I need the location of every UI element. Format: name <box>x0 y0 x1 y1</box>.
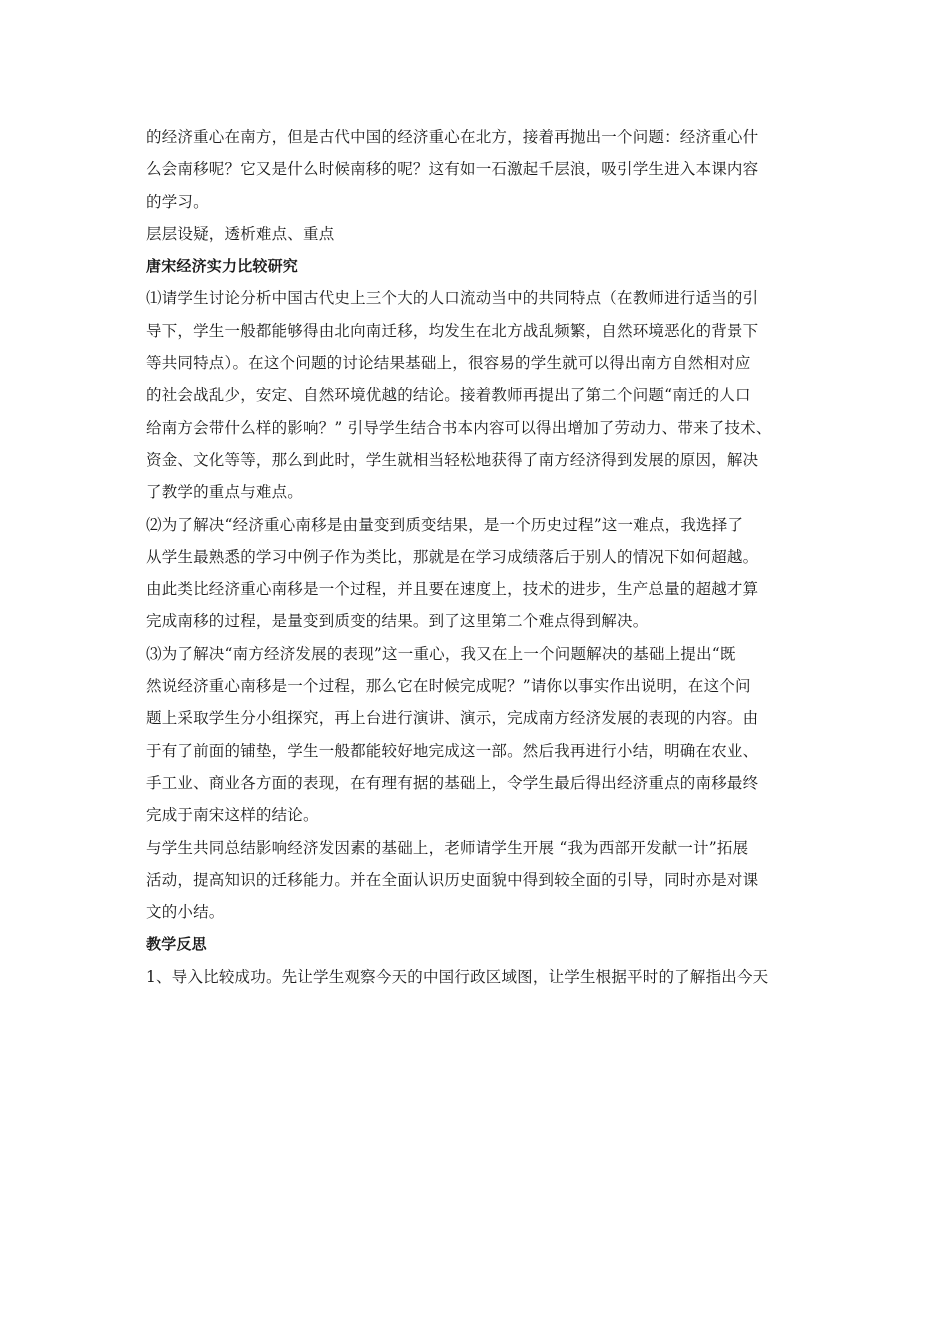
paragraph-line: 从学生最熟悉的学习中例子作为类比，那就是在学习成绩落后于别人的情况下如何超越。 <box>146 547 759 566</box>
paragraph-line: 活动，提高知识的迁移能力。并在全面认识历史面貌中得到较全面的引导，同时亦是对课 <box>146 870 759 889</box>
paragraph-line: 1、导入比较成功。先让学生观察今天的中国行政区域图，让学生根据平时的了解指出今天 <box>146 967 769 986</box>
paragraph-line: 资金、文化等等，那么到此时，学生就相当轻松地获得了南方经济得到发展的原因，解决 <box>146 450 759 469</box>
paragraph-line: 然说经济重心南移是一个过程，那么它在时候完成呢？”请你以事实作出说明，在这个问 <box>146 677 751 696</box>
paragraph-line: 于有了前面的铺垫，学生一般都能较好地完成这一部。然后我再进行小结，明确在农业、 <box>146 741 759 760</box>
paragraph-line: 么会南移呢？它又是什么时候南移的呢？这有如一石激起千层浪，吸引学生进入本课内容 <box>146 160 759 179</box>
paragraph-line: ⑶为了解决“南方经济发展的表现”这一重心，我又在上一个问题解决的基础上提出“既 <box>146 644 736 663</box>
paragraph-line: 的经济重心在南方，但是古代中国的经济重心在北方，接着再抛出一个问题：经济重心什 <box>146 128 759 146</box>
paragraph-line: 导下，学生一般都能够得由北向南迁移，均发生在北方战乱频繁，自然环境恶化的背景下 <box>146 321 759 340</box>
paragraph-line: 等共同特点）。在这个问题的讨论结果基础上，很容易的学生就可以得出南方自然相对应 <box>146 354 751 373</box>
section-heading: 唐宋经济实力比较研究 <box>146 257 299 276</box>
paragraph-line: 给南方会带什么样的影响？” 引导学生结合书本内容可以得出增加了劳动力、带来了技术、 <box>146 418 772 437</box>
document-body <box>146 121 826 993</box>
paragraph-line: 文的小结。 <box>146 903 225 922</box>
paragraph-line: 与学生共同总结影响经济发因素的基础上，老师请学生开展 “我为西部开发献一计”拓展 <box>146 838 749 857</box>
paragraph-line: 的社会战乱少，安定、自然环境优越的结论。接着教师再提出了第二个问题“南迁的人口 <box>146 386 751 405</box>
paragraph-line: 了教学的重点与难点。 <box>146 483 304 502</box>
paragraph-line: 手工业、商业各方面的表现，在有理有据的基础上，令学生最后得出经济重点的南移最终 <box>146 773 759 792</box>
paragraph-line: 完成于南宋这样的结论。 <box>146 806 319 825</box>
paragraph-line: ⑴请学生讨论分析中国古代史上三个大的人口流动当中的共同特点（在教师进行适当的引 <box>146 289 759 308</box>
paragraph-line: 层层设疑，透析难点、重点 <box>146 224 335 243</box>
paragraph-line: 题上采取学生分小组探究，再上台进行演讲、演示，完成南方经济发展的表现的内容。由 <box>146 709 759 728</box>
paragraph-line: 的学习。 <box>146 192 209 211</box>
paragraph-line: 由此类比经济重心南移是一个过程，并且要在速度上，技术的进步，生产总量的超越才算 <box>146 580 759 599</box>
paragraph-line: ⑵为了解决“经济重心南移是由量变到质变结果，是一个历史过程”这一难点，我选择了 <box>146 515 744 534</box>
paragraph-line: 完成南移的过程，是量变到质变的结果。到了这里第二个难点得到解决。 <box>146 612 649 631</box>
section-heading: 教学反思 <box>146 935 207 954</box>
